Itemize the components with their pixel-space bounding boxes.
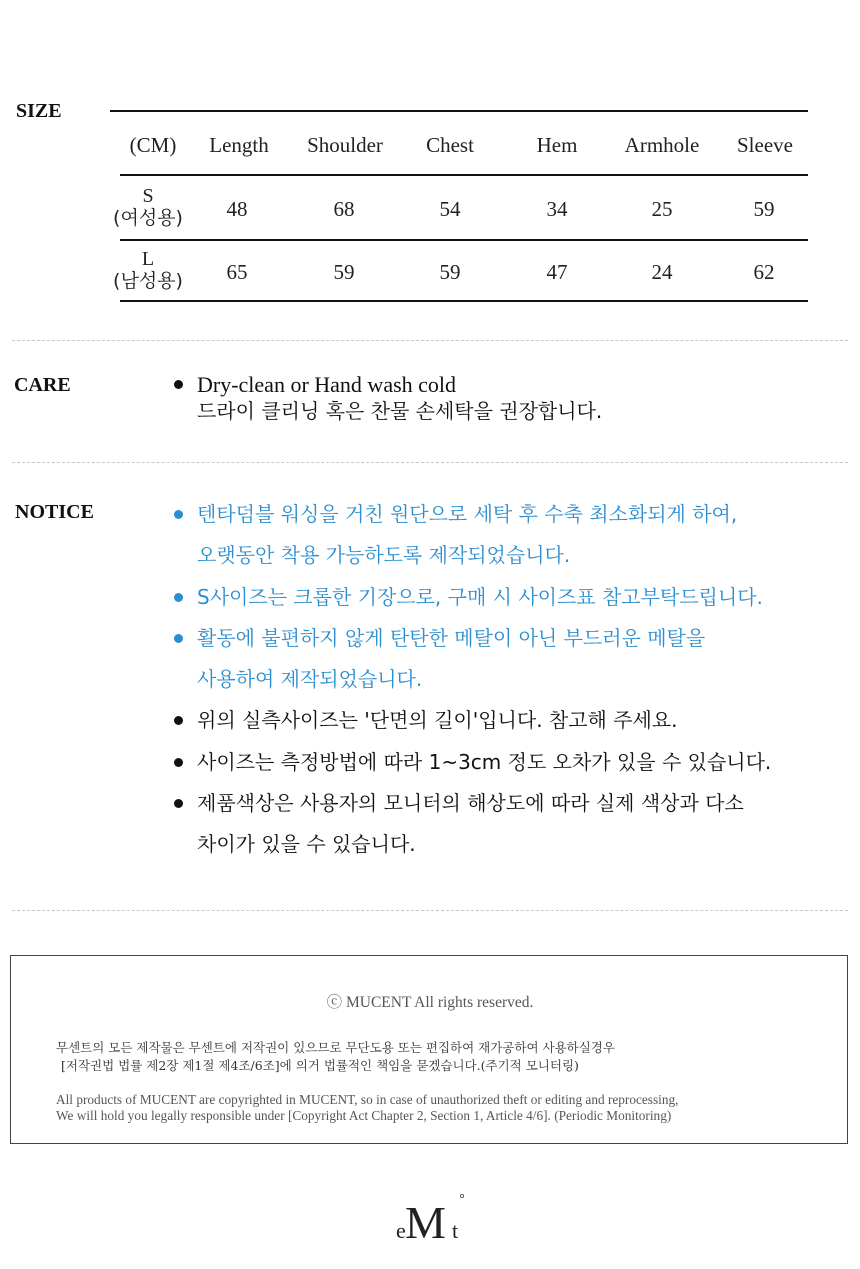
section-divider [12, 910, 848, 911]
cell-length: 48 [226, 197, 248, 221]
header-chest: Chest [426, 133, 474, 157]
notice-line: 제품색상은 사용자의 모니터의 해상도에 따라 실제 색상과 다소 [197, 791, 744, 815]
logo-letter-t: t [452, 1218, 459, 1243]
header-armhole: Armhole [624, 133, 700, 157]
table-bottom-rule [120, 300, 808, 302]
bullet-dot [174, 593, 183, 602]
size-code: L [141, 248, 155, 270]
notice-line: 텐타덤블 워싱을 거친 원단으로 세탁 후 수축 최소화되게 하여, [197, 502, 738, 526]
bullet-dot [174, 716, 183, 725]
notice-line: 활동에 불편하지 않게 탄탄한 메탈이 아닌 부드러운 메탈을 [197, 626, 706, 650]
logo-mark-dot [460, 1194, 463, 1197]
size-code: S [142, 185, 154, 207]
logo-letter-e: e [396, 1218, 406, 1243]
notice-line: S사이즈는 크롭한 기장으로, 구매 시 사이즈표 참고부탁드립니다. [197, 585, 763, 609]
bullet-dot [174, 380, 183, 389]
notice-line: 오랫동안 착용 가능하도록 제작되었습니다. [197, 543, 571, 567]
cell-chest: 59 [439, 260, 461, 284]
table-header-rule [120, 174, 808, 176]
cell-hem: 47 [546, 260, 568, 284]
logo-letter-m: M [405, 1197, 446, 1248]
section-divider [12, 462, 848, 463]
header-length: Length [209, 133, 269, 157]
cell-armhole: 24 [651, 260, 673, 284]
cell-armhole: 25 [651, 197, 673, 221]
cell-sleeve: 59 [753, 197, 775, 221]
care-korean-line: 드라이 클리닝 혹은 찬물 손세탁을 권장합니다. [197, 399, 603, 423]
header-shoulder: Shoulder [307, 133, 383, 157]
row-size-label [108, 185, 188, 229]
bullet-dot [174, 634, 183, 643]
bullet-dot [174, 510, 183, 519]
bullet-dot [174, 799, 183, 808]
row-size-label [108, 248, 188, 292]
notice-line: 차이가 있을 수 있습니다. [197, 832, 416, 856]
table-row-rule [120, 239, 808, 241]
size-note: (남성용) [113, 270, 183, 292]
notice-section-label: NOTICE [15, 501, 94, 523]
header-sleeve: Sleeve [737, 133, 793, 157]
cell-shoulder: 59 [333, 260, 355, 284]
cell-hem: 34 [546, 197, 568, 221]
mucent-logo [396, 1190, 466, 1250]
size-section-label: SIZE [16, 100, 62, 122]
copyright-korean-line-1: 무센트의 모든 제작물은 무센트에 저작권이 있으므로 무단도용 또는 편집하여 재가공하여 사용하실경우 [56, 1040, 615, 1055]
copyright-box [10, 955, 848, 1144]
copyright-korean-line-2: [저작권법 법률 제2장 제1절 제4조/6조]에 의거 법률적인 책임을 묻겠습니다.(주기적 모니터링) [61, 1058, 579, 1073]
cell-chest: 54 [439, 197, 461, 221]
care-section-label: CARE [14, 374, 71, 396]
cell-shoulder: 68 [333, 197, 355, 221]
copyright-english-line-2: We will hold you legally responsible under [Copyright Act Chapter 2, Section 1, Article 4/6]. (Periodic Monitoring) [56, 1108, 672, 1123]
header-cm: (CM) [129, 133, 177, 157]
notice-line: 위의 실측사이즈는 '단면의 길이'입니다. 참고해 주세요. [197, 708, 678, 732]
copyright-english-line-1: All products of MUCENT are copyrighted in MUCENT, so in case of unauthorized theft or editing and reprocessing, [56, 1092, 679, 1107]
table-top-rule [110, 110, 808, 112]
size-note: (여성용) [113, 207, 183, 229]
cell-sleeve: 62 [753, 260, 775, 284]
notice-line: 사이즈는 측정방법에 따라 1~3cm 정도 오차가 있을 수 있습니다. [197, 750, 772, 774]
care-english-line: Dry-clean or Hand wash cold [197, 372, 457, 397]
bullet-dot [174, 758, 183, 767]
copyright-title: ⓒ MUCENT All rights reserved. [326, 994, 534, 1011]
cell-length: 65 [226, 260, 248, 284]
notice-line: 사용하여 제작되었습니다. [197, 667, 423, 691]
header-hem: Hem [536, 133, 578, 157]
section-divider [12, 340, 848, 341]
